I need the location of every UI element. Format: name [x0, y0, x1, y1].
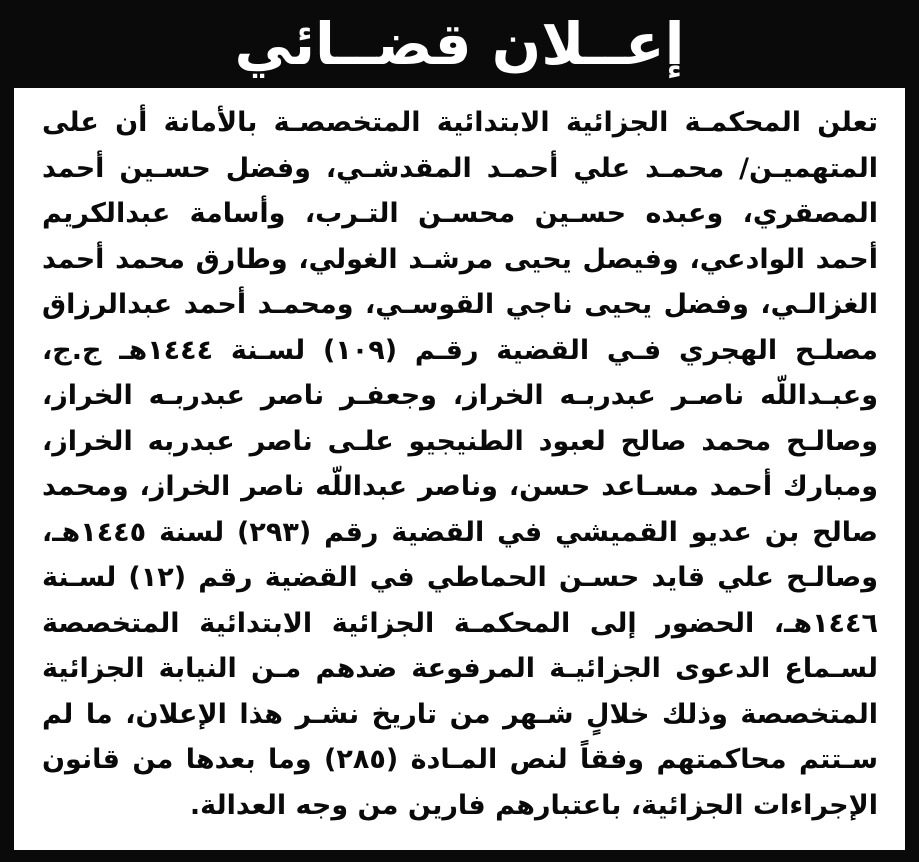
announcement-body: تعلن المحكمـة الجزائية الابتدائية المتخصصـة بالأمانة أن على المتهميـن/ محمـد علي أحمـد المقدشـي، وفضل حسـين أحمد المصقري، وعبده حسـين محسـن التـرب، وأسامة عبدالكريم أحمد الوادعي، وفيصل يحيى مرشـد الغولي، وطارق محمد أحمد الغزالـي، وفضل يحيى ناجي القوسـي، ومحمـد أحمد عبدالرزاق مصلـح الهجري فـي القضية رقـم (١٠٩) لسـنة ١٤٤٤هـ ج.ج، وعبـداللّه ناصـر عبدربـه الخراز، وجعفـر ناصر عبدربـه الخراز، وصالـح محمد صالح لعبود الطنيجيو علـى ناصر عبدربه الخراز، ومبارك أحمد مسـاعد حسن، وناصر عبداللّه ناصر الخراز، ومحمد صالح بن عديو القميشي في القضية رقم (٢٩٣) لسنة ١٤٤٥هـ، وصالـح علي قايد حسـن الحماطي في القضية رقم (١٢) لسـنة ١٤٤٦هـ، الحضور إلى المحكمـة الجزائية الابتدائية المتخصصة لسـماع الدعوى الجزائيـة المرفوعة ضدهم مـن النيابة الجزائية المتخصصة وذلك خلالٍ شـهر من تاريخ نشـر هذا الإعلان، ما لم سـتتم محاكمتهم وفقاً لنص المـادة (٢٨٥) وما بعدها من قانون الإجراءات الجزائية، باعتبارهم فارين من وجه العدالة.	[42, 107, 878, 821]
title-banner	[0, 0, 919, 88]
announcement-title: إعــلان قضــائي	[234, 10, 685, 78]
